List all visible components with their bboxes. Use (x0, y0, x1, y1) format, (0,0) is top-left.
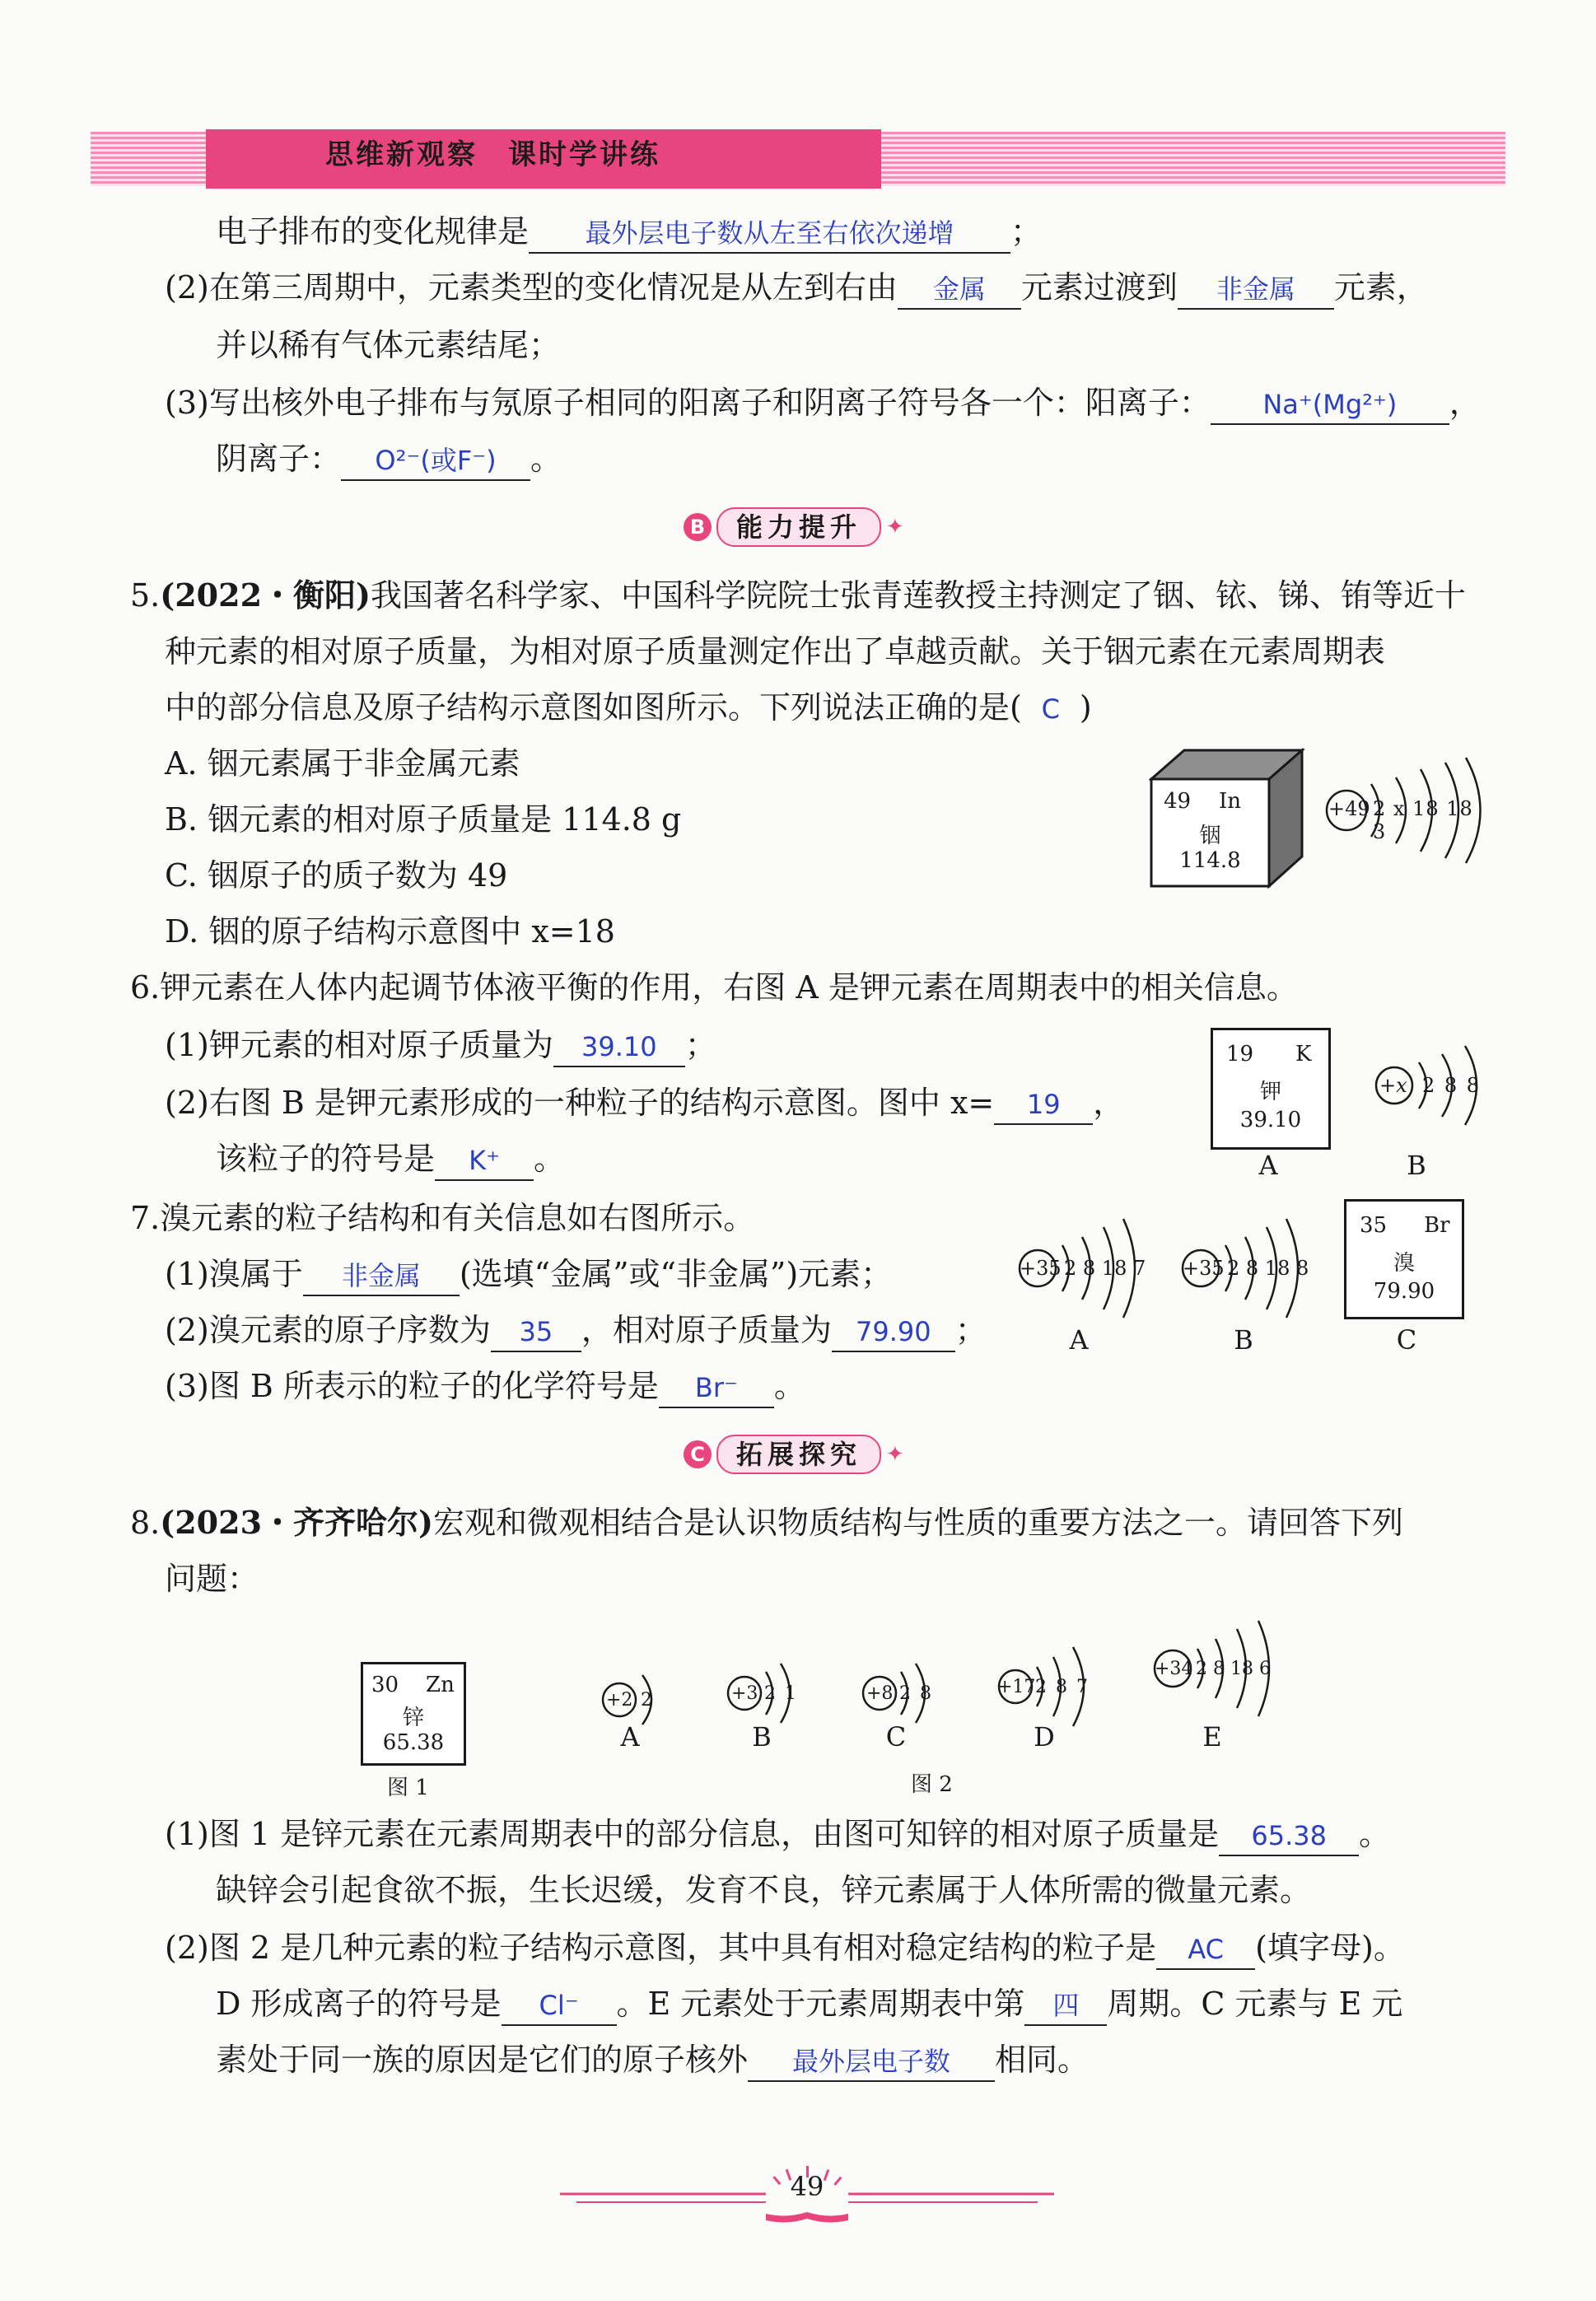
q6-stem: 6.钾元素在人体内起调节体液平衡的作用，右图 A 是钾元素在周期表中的相关信息。 (130, 969, 1298, 1006)
q7-answer-blank-4: Br⁻ (659, 1369, 774, 1408)
q8-atom-d-nucleus: +17 (997, 1677, 1036, 1697)
q8-answer-blank-3: Cl⁻ (502, 1986, 617, 2026)
q5-option-b: B. 铟元素的相对原子质量是 114.8 g (165, 801, 682, 838)
q8-answer-blank-5: 最外层电子数 (748, 2042, 995, 2082)
q5-line3: 中的部分信息及原子结构示意图如图所示。下列说法正确的是( C ) (165, 688, 1092, 728)
header-title: 思维新观察 课时学讲练 (325, 138, 660, 171)
q5-option-a: A. 铟元素属于非金属元素 (165, 745, 520, 782)
star-icon: ✦ (886, 515, 904, 539)
q8-line2: 问题： (165, 1561, 259, 1597)
q4-line1: 电子排布的变化规律是 最外层电子数从左至右依次递增 ； (216, 212, 1042, 254)
q6-cell-name: 钾 (1259, 1080, 1281, 1104)
q7-caption-b: B (1234, 1324, 1253, 1356)
q7-element-cell (1344, 1199, 1464, 1319)
section-c-label: 拓展探究 (716, 1435, 881, 1474)
q4-part3: (3)写出核外电子排布与氖原子相同的阳离子和阴离子符号各一个：阳离子： Na⁺(Mg²⁺) ， (165, 384, 1481, 425)
q8-element-cell (361, 1662, 466, 1766)
q8-atom-b (721, 1655, 804, 1729)
q5-cell-name: 铟 (1199, 824, 1221, 848)
q6-cell-symbol: K (1295, 1042, 1312, 1066)
q6-caption-a: A (1258, 1150, 1278, 1181)
q6-atom-diagram (1371, 1039, 1486, 1130)
q7-atom-a-nucleus: +35 (1020, 1257, 1062, 1280)
q7-caption-a: A (1069, 1324, 1089, 1356)
q8-cell-mass: 65.38 (382, 1730, 445, 1755)
q7-caption-c: C (1396, 1324, 1417, 1356)
section-b-label: 能力提升 (716, 507, 881, 547)
section-b-icon: B (684, 513, 712, 541)
q5-atom-diagram (1322, 751, 1486, 866)
q8-atom-d-shells: 2 8 7 (1035, 1677, 1090, 1697)
q4-part2: (2)在第三周期中，元素类型的变化情况是从左到右由 金属 元素过渡到 非金属 元素， (165, 268, 1428, 310)
q8-atom-a-shells: 2 (641, 1690, 652, 1711)
q6-answer-blank-2: 19 (994, 1085, 1093, 1125)
q4-part2-line2: 并以稀有气体元素结尾； (216, 327, 561, 363)
q6-cell-number: 19 (1226, 1042, 1254, 1066)
q8-atom-c (856, 1655, 939, 1729)
q5-cell-symbol: In (1219, 789, 1242, 814)
q4-answer-blank-5: O²⁻(或F⁻) (341, 441, 530, 481)
q8-answer-blank-4: 四 (1024, 1986, 1107, 2026)
q8-atom-c-label: C (885, 1721, 907, 1753)
q7-cell-name: 溴 (1393, 1251, 1415, 1276)
q7-cell-mass: 79.90 (1373, 1279, 1435, 1304)
q7-part2: (2)溴元素的原子序数为 35 ，相对原子质量为 79.90 ； (165, 1311, 987, 1352)
q4-answer-blank-1: 最外层电子数从左至右依次递增 (529, 214, 1010, 254)
q7-part1: (1)溴属于 非金属 (选填“金属”或“非金属”)元素； (165, 1255, 892, 1296)
q8-atom-e-label: E (1202, 1721, 1222, 1753)
q8-fig1-caption: 图 1 (387, 1776, 429, 1800)
q5-shells: 2 x 18 18 3 (1373, 797, 1473, 843)
q6-element-cell (1211, 1028, 1331, 1150)
q5-answer: C (1041, 693, 1060, 725)
q8-atom-b-nucleus: +3 (731, 1683, 758, 1704)
q8-cell-name: 锌 (402, 1706, 424, 1730)
q7-atom-b (1178, 1214, 1309, 1321)
q7-atom-b-shells: 2 8 18 8 (1227, 1257, 1309, 1280)
q6-shells: 2 8 8 (1422, 1074, 1482, 1097)
q8-part2-line2: D 形成离子的符号是 Cl⁻ 。E 元素处于元素周期表中第 四 周期。C 元素与 E 元 (216, 1985, 1402, 2026)
q6-nucleus: +x (1379, 1074, 1407, 1097)
q6-part2-line2: 该粒子的符号是 K⁺ 。 (216, 1140, 565, 1181)
star-icon: ✦ (886, 1442, 904, 1467)
q6-part1: (1)钾元素的相对原子质量为 39.10 ； (165, 1026, 716, 1067)
q6-part2: (2)右图 B 是钾元素形成的一种粒子的结构示意图。图中 x= 19 ， (165, 1084, 1124, 1125)
q8-atom-c-nucleus: +8 (866, 1683, 894, 1704)
q8-part1-line2: 缺锌会引起食欲不振，生长迟缓，发育不良，锌元素属于人体所需的微量元素。 (216, 1872, 1312, 1908)
q7-answer-blank-3: 79.90 (832, 1313, 955, 1352)
q7-answer-blank-1: 非金属 (303, 1257, 460, 1296)
q8-atom-b-shells: 2 1 (764, 1683, 798, 1704)
q8-atom-a-nucleus: +2 (606, 1690, 633, 1711)
q4-answer-blank-2: 金属 (898, 270, 1021, 310)
section-c-banner (684, 1431, 904, 1477)
q8-part2-line3: 素处于同一族的原因是它们的原子核外 最外层电子数 相同。 (216, 2041, 1089, 2082)
q8-cell-symbol: Zn (426, 1673, 455, 1697)
q8-atom-d-label: D (1034, 1721, 1055, 1753)
q5-line1: 5.(2022・衡阳)我国著名科学家、中国科学院院士张青莲教授主持测定了铟、铱、锑、铕等近十 (130, 576, 1467, 614)
q8-atom-e-shells: 2 8 18 6 (1196, 1659, 1271, 1679)
q8-answer-blank-1: 65.38 (1219, 1817, 1359, 1856)
q8-atom-a-label: A (620, 1721, 640, 1753)
q5-line2: 种元素的相对原子质量，为相对原子质量测定作出了卓越贡献。关于铟元素在元素周期表 (165, 633, 1386, 670)
q8-fig2-caption: 图 2 (911, 1772, 953, 1797)
q5-cell-number: 49 (1164, 789, 1192, 814)
q8-atom-e-nucleus: +34 (1155, 1659, 1193, 1679)
q8-atom-e (1150, 1619, 1281, 1726)
q4-answer-blank-3: 非金属 (1178, 270, 1334, 310)
q7-cell-number: 35 (1360, 1213, 1388, 1238)
page-number: 49 (790, 2171, 824, 2202)
q6-answer-blank-1: 39.10 (553, 1028, 685, 1067)
q6-caption-b: B (1407, 1150, 1426, 1181)
q4-answer-blank-4: Na⁺(Mg²⁺) (1211, 385, 1449, 425)
q7-atom-a-shells: 2 8 18 7 (1064, 1257, 1146, 1280)
q8-atom-b-label: B (752, 1721, 772, 1753)
q7-atom-b-nucleus: +35 (1183, 1257, 1225, 1280)
q6-answer-blank-3: K⁺ (435, 1141, 534, 1181)
q8-part1: (1)图 1 是锌元素在元素周期表中的部分信息，由图可知锌的相对原子质量是 65.38 。 (165, 1815, 1390, 1856)
q8-cell-number: 30 (371, 1673, 399, 1697)
q7-stem: 7.溴元素的粒子结构和有关信息如右图所示。 (130, 1200, 755, 1236)
q8-answer-blank-2: AC (1156, 1930, 1255, 1970)
section-b-banner (684, 504, 904, 550)
q5-option-d: D. 铟的原子结构示意图中 x=18 (165, 913, 615, 950)
q7-part3: (3)图 B 所表示的粒子的化学符号是 Br⁻ 。 (165, 1367, 805, 1408)
q5-nucleus: +49 (1328, 797, 1370, 820)
q7-answer-blank-2: 35 (491, 1313, 581, 1352)
q8-line1: 8.(2023・齐齐哈尔)宏观和微观相结合是认识物质结构与性质的重要方法之一。请回答下列 (130, 1504, 1404, 1541)
q5-option-c: C. 铟原子的质子数为 49 (165, 857, 508, 894)
q8-atom-c-shells: 2 8 (899, 1683, 933, 1704)
q8-part2: (2)图 2 是几种元素的粒子结构示意图，其中具有相对稳定结构的粒子是 AC (填字母)。 (165, 1929, 1405, 1970)
q8-atom-d (992, 1642, 1099, 1733)
q7-cell-symbol: Br (1424, 1213, 1450, 1238)
q6-cell-mass: 39.10 (1239, 1108, 1302, 1132)
q5-cell-mass: 114.8 (1179, 848, 1241, 873)
section-c-icon: C (684, 1440, 712, 1468)
q7-atom-a (1015, 1214, 1146, 1321)
q4-part3-line2: 阴离子： O²⁻(或F⁻) 。 (216, 440, 562, 481)
